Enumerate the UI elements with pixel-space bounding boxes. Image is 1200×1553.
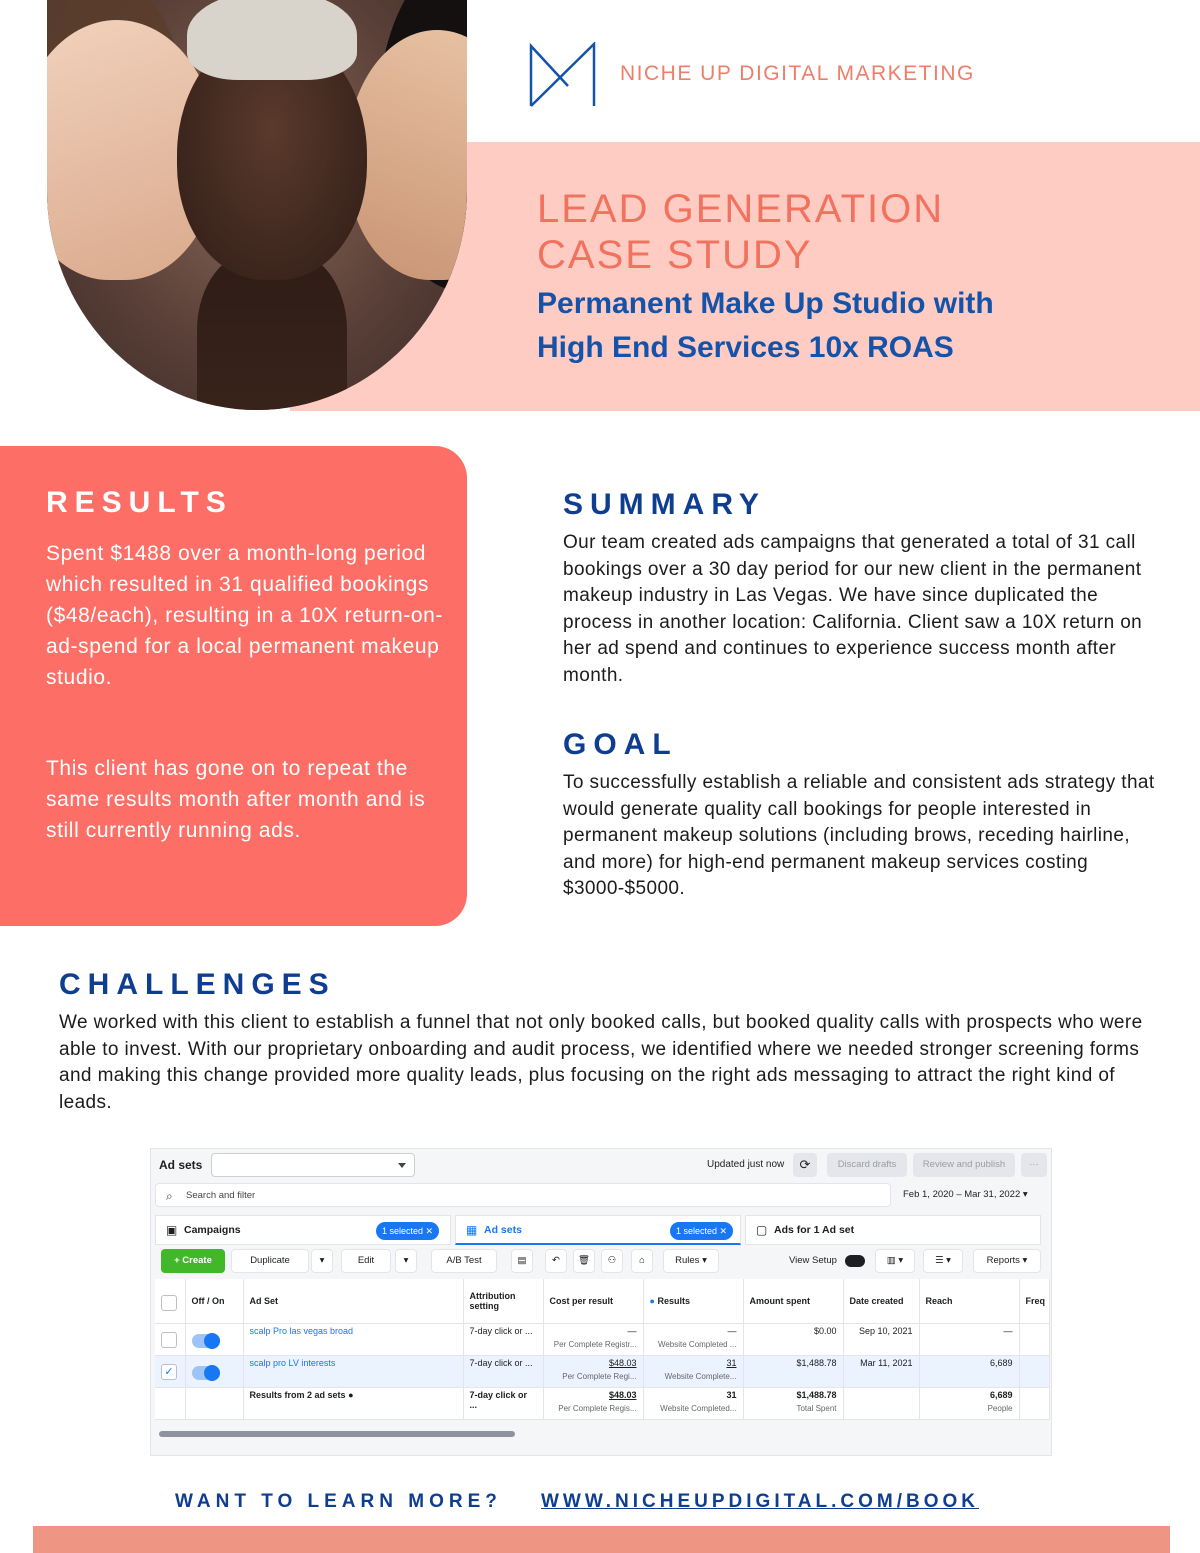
- row-select-cell[interactable]: [155, 1323, 185, 1355]
- totals-empty-cell: [185, 1387, 243, 1419]
- tab-ads[interactable]: [745, 1215, 1041, 1245]
- brand-name: NICHE UP DIGITAL MARKETING: [620, 62, 975, 85]
- results-value: —: [727, 1325, 737, 1336]
- date-range-label: Feb 1, 2020 – Mar 31, 2022: [903, 1189, 1021, 1200]
- totals-date: [843, 1387, 919, 1419]
- search-placeholder: Search and filter: [186, 1190, 256, 1201]
- col-reach[interactable]: Reach: [919, 1279, 1019, 1323]
- breakdown-icon[interactable]: ☰ ▾: [923, 1249, 963, 1273]
- ad-set-name-link[interactable]: scalp Pro las vegas broad: [243, 1323, 463, 1355]
- row-select-cell[interactable]: [155, 1355, 185, 1387]
- summary-heading: SUMMARY: [563, 488, 766, 521]
- on-off-toggle[interactable]: [192, 1334, 220, 1348]
- rules-label: Rules: [675, 1255, 700, 1266]
- results-heading: RESULTS: [46, 486, 233, 519]
- chevron-down-icon: [398, 1163, 406, 1168]
- view-setup-label: View Setup: [789, 1255, 837, 1266]
- results-sub: Website Completed ...: [657, 1339, 737, 1349]
- cost-cell: [543, 1355, 643, 1387]
- tab-campaigns[interactable]: [155, 1215, 451, 1245]
- totals-cost-value: $48.03: [608, 1389, 637, 1400]
- page-subtitle-line1: Permanent Make Up Studio with: [537, 287, 994, 320]
- col-attribution[interactable]: Attribution setting: [463, 1279, 543, 1323]
- reports-label: Reports: [986, 1255, 1020, 1266]
- search-filter-input[interactable]: [155, 1183, 891, 1207]
- spent-cell: $0.00: [743, 1323, 843, 1355]
- results-cell: [643, 1323, 743, 1355]
- nm-monogram-logo-icon: [528, 42, 598, 108]
- ad-sets-table: [155, 1279, 1050, 1420]
- totals-spent-value: $1,488.78: [796, 1389, 837, 1400]
- spent-cell: $1,488.78: [743, 1355, 843, 1387]
- totals-reach-sub: People: [987, 1403, 1013, 1413]
- view-setup-toggle[interactable]: [845, 1255, 865, 1267]
- attribution-cell: 7-day click or ...: [463, 1355, 543, 1387]
- tab-ad-sets-label: Ad sets: [484, 1224, 522, 1236]
- edit-dropdown-button[interactable]: ▾: [395, 1249, 417, 1273]
- totals-results-sub: Website Completed...: [660, 1403, 737, 1413]
- col-results[interactable]: [643, 1279, 743, 1323]
- reach-cell: 6,689: [919, 1355, 1019, 1387]
- totals-spent: [743, 1387, 843, 1419]
- col-amount-spent[interactable]: Amount spent: [743, 1279, 843, 1323]
- col-cost-per-result[interactable]: Cost per result: [543, 1279, 643, 1323]
- ad-sets-selected-pill[interactable]: 1 selected ✕: [670, 1222, 733, 1240]
- goal-text: To successfully establish a reliable and consistent ads strategy that would generate quality call bookings for people interested in permanent makeup solutions (including brows, receding hairline, and more) for high-end permanent makeup services costing $3000-$5000.: [563, 772, 1155, 899]
- ad-sets-dropdown[interactable]: [211, 1153, 415, 1177]
- totals-label-text: Results from 2 ad sets: [249, 1389, 346, 1400]
- people-icon[interactable]: ⚇: [601, 1249, 623, 1273]
- cost-sub: Per Complete Registr...: [553, 1339, 637, 1349]
- review-publish-button[interactable]: Review and publish: [913, 1153, 1015, 1177]
- col-date-created[interactable]: Date created: [843, 1279, 919, 1323]
- page-title: [537, 186, 944, 278]
- results-card: [0, 446, 467, 926]
- totals-results-value: 31: [726, 1389, 737, 1400]
- tab-ads-label: Ads for 1 Ad set: [774, 1224, 855, 1236]
- totals-cost: [543, 1387, 643, 1419]
- more-options-button[interactable]: ···: [1021, 1153, 1047, 1177]
- campaigns-selected-pill[interactable]: 1 selected ✕: [376, 1222, 439, 1240]
- totals-empty-cell: [155, 1387, 185, 1419]
- discard-drafts-button[interactable]: Discard drafts: [827, 1153, 907, 1177]
- results-sub: Website Complete...: [664, 1371, 737, 1381]
- ads-manager-screenshot: [150, 1148, 1052, 1456]
- duplicate-button[interactable]: Duplicate: [231, 1249, 309, 1273]
- ad-set-name-link[interactable]: scalp pro LV interests: [243, 1355, 463, 1387]
- totals-label: [243, 1387, 463, 1419]
- duplicate-dropdown-button[interactable]: ▾: [311, 1249, 333, 1273]
- booking-link[interactable]: WWW.NICHEUPDIGITAL.COM/BOOK: [541, 1491, 980, 1512]
- on-off-toggle[interactable]: [192, 1366, 220, 1380]
- clipboard-icon[interactable]: ▤: [511, 1249, 533, 1273]
- page-title-line1: LEAD GENERATION: [537, 187, 945, 231]
- results-paragraph-1: Spent $1488 over a month-long period which resulted in 31 qualified bookings ($48/each), resulting in a 10X return-on-ad-spend for a local permanent makeup studio.: [46, 542, 443, 689]
- search-icon: ⌕: [166, 1189, 173, 1203]
- info-icon: ●: [649, 1295, 655, 1306]
- columns-icon[interactable]: ▥ ▾: [875, 1249, 915, 1273]
- page-subtitle-line2: High End Services 10x ROAS: [537, 331, 954, 364]
- table-header: [155, 1279, 1049, 1323]
- updated-status: Updated just now: [707, 1159, 785, 1170]
- preview-icon[interactable]: ⌂: [631, 1249, 653, 1273]
- ab-test-button[interactable]: A/B Test: [431, 1249, 497, 1273]
- checkbox[interactable]: [161, 1332, 177, 1348]
- checkbox-checked[interactable]: ✓: [161, 1364, 177, 1380]
- folder-icon: ▣: [166, 1223, 178, 1237]
- edit-button[interactable]: Edit: [341, 1249, 391, 1273]
- reach-cell: —: [919, 1323, 1019, 1355]
- reports-button[interactable]: Reports ▾: [973, 1249, 1041, 1273]
- select-all-cell[interactable]: [155, 1279, 185, 1323]
- page-subtitle: [537, 282, 994, 370]
- trash-icon[interactable]: 🗑: [573, 1249, 595, 1273]
- create-button[interactable]: + Create: [161, 1249, 225, 1273]
- table-totals-row: [155, 1387, 1049, 1419]
- challenges-heading: CHALLENGES: [59, 968, 336, 1001]
- undo-icon[interactable]: ↶: [545, 1249, 567, 1273]
- cost-value: $48.03: [608, 1357, 637, 1368]
- rules-button[interactable]: Rules ▾: [663, 1249, 719, 1273]
- totals-freq: [1019, 1387, 1049, 1419]
- footer-band: [33, 1526, 1170, 1553]
- challenges-text: We worked with this client to establish a funnel that not only booked calls, but booked quality calls with prospects who were able to invest. With our proprietary onboarding and audit process, we identified where we needed stronger screening forms and making this change provided more quality leads, plus focusing on the right ads messaging to attract the right kind of leads.: [59, 1012, 1143, 1113]
- refresh-icon[interactable]: ⟳: [793, 1153, 817, 1177]
- cost-sub: Per Complete Regi...: [562, 1371, 637, 1381]
- summary-text: Our team created ads campaigns that generated a total of 31 call bookings over a 30 day period for our new client in the permanent makeup industry in Las Vegas. We have since duplicated the process in another location: California. Client saw a 10X return on her ad spend and continues to experience success month after month.: [563, 532, 1143, 686]
- date-cell: Mar 11, 2021: [843, 1355, 919, 1387]
- horizontal-scrollbar[interactable]: [159, 1431, 515, 1437]
- totals-reach: [919, 1387, 1019, 1419]
- col-ad-set[interactable]: Ad Set: [243, 1279, 463, 1323]
- ad-sets-title: Ad sets: [159, 1158, 203, 1172]
- totals-results: [643, 1387, 743, 1419]
- table-row[interactable]: [155, 1323, 1049, 1355]
- date-range-picker[interactable]: Feb 1, 2020 – Mar 31, 2022 ▾: [903, 1189, 1028, 1200]
- freq-cell: [1019, 1323, 1049, 1355]
- cta-text: WANT TO LEARN MORE?: [175, 1491, 502, 1512]
- tab-ad-sets[interactable]: [455, 1215, 741, 1245]
- results-value: 31: [726, 1357, 737, 1368]
- row-toggle-cell[interactable]: [185, 1355, 243, 1387]
- results-cell: [643, 1355, 743, 1387]
- totals-attribution: 7-day click or ...: [463, 1387, 543, 1419]
- ad-icon: ▢: [756, 1223, 768, 1237]
- row-toggle-cell[interactable]: [185, 1323, 243, 1355]
- totals-reach-value: 6,689: [989, 1389, 1013, 1400]
- checkbox[interactable]: [161, 1295, 177, 1311]
- col-off-on[interactable]: Off / On: [185, 1279, 243, 1323]
- table-row[interactable]: [155, 1355, 1049, 1387]
- results-paragraph-2: This client has gone on to repeat the same results month after month and is still currently running ads.: [46, 757, 426, 842]
- tab-campaigns-label: Campaigns: [184, 1224, 241, 1236]
- hero-photo-hair-center: [187, 0, 357, 80]
- totals-spent-sub: Total Spent: [796, 1403, 837, 1413]
- grid-icon: ▦: [466, 1223, 478, 1237]
- page-title-line2: CASE STUDY: [537, 233, 813, 277]
- goal-heading: GOAL: [563, 728, 678, 761]
- totals-cost-sub: Per Complete Regis...: [558, 1403, 637, 1413]
- info-icon: ●: [348, 1389, 354, 1400]
- col-frequency[interactable]: Freq: [1019, 1279, 1049, 1323]
- date-cell: Sep 10, 2021: [843, 1323, 919, 1355]
- col-results-label: Results: [657, 1295, 690, 1306]
- attribution-cell: 7-day click or ...: [463, 1323, 543, 1355]
- cost-value: —: [627, 1325, 637, 1336]
- cost-cell: [543, 1323, 643, 1355]
- freq-cell: [1019, 1355, 1049, 1387]
